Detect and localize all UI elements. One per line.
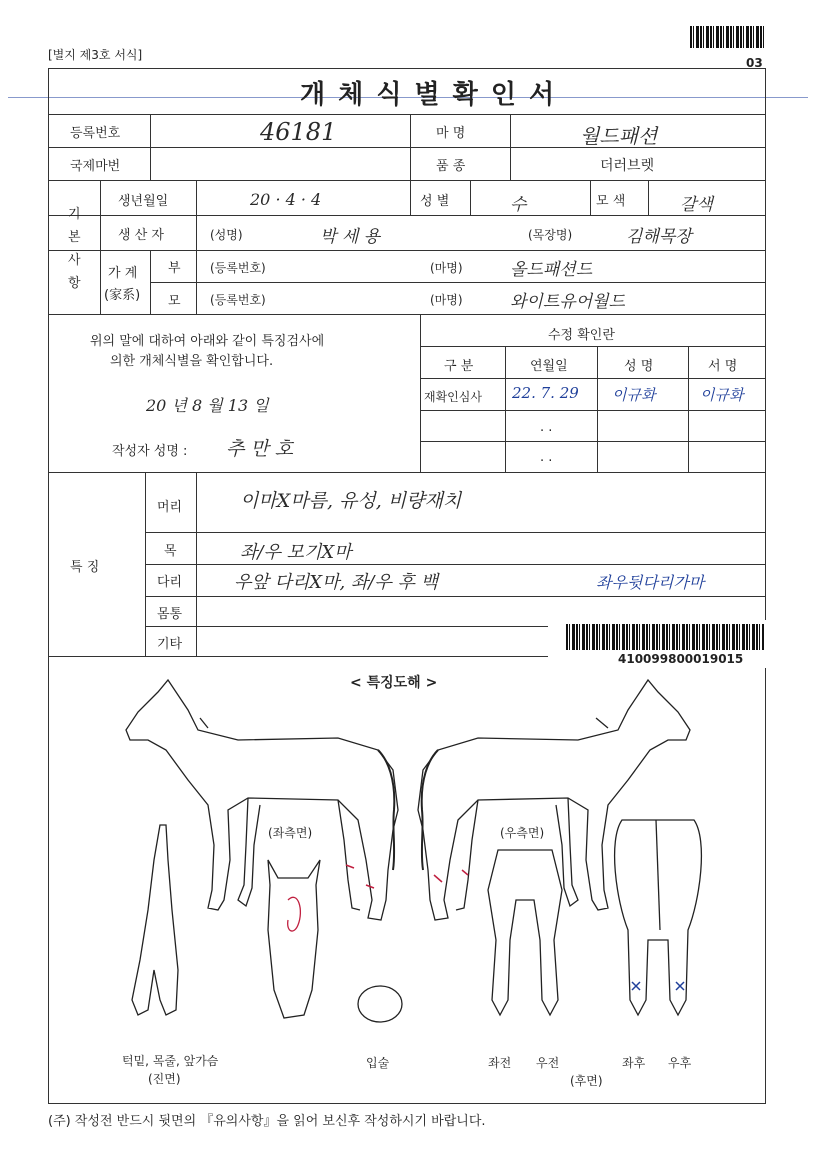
horse-diagram — [48, 670, 766, 1100]
barcode-number: 410099800019015 — [618, 652, 744, 666]
rule — [505, 346, 506, 472]
lips-caption: 입술 — [366, 1056, 390, 1070]
basic-side-1: 기 — [68, 207, 81, 222]
rule — [48, 180, 766, 181]
reg-no-label: 등록번호 — [70, 126, 121, 141]
sire-reg-label: (등록번호) — [210, 261, 266, 275]
rule — [48, 472, 766, 473]
revision-row2-dots: . . — [540, 420, 553, 435]
rule — [410, 180, 411, 215]
rule — [420, 314, 421, 472]
right-side-horse — [418, 680, 690, 920]
sex-value: 수 — [510, 195, 527, 215]
sire-name-value: 올드패션드 — [510, 260, 593, 280]
left-side-horse — [126, 680, 398, 920]
ranch-label: (목장명) — [528, 228, 573, 242]
revision-header-date: 연월일 — [530, 359, 568, 374]
writer-label: 작성자 성명 : — [112, 444, 188, 459]
rear-view-horse — [615, 820, 702, 1015]
revision-header-type: 구 분 — [444, 359, 474, 374]
diagram-title: < 특징도해 > — [350, 675, 438, 691]
rear-right-caption: 우후 — [668, 1056, 692, 1070]
page-number: 03 — [746, 56, 763, 70]
right-side-caption: (우측면) — [500, 826, 545, 840]
neck-label: 목 — [164, 544, 177, 559]
rule — [150, 250, 151, 314]
writer-value: 추 만 호 — [226, 438, 294, 460]
horse-name-value: 월드패션 — [580, 124, 658, 148]
sire-name-label: (마명) — [430, 261, 463, 275]
rule — [48, 250, 766, 251]
rule — [420, 410, 766, 411]
rule — [420, 346, 766, 347]
body-label: 몸통 — [157, 607, 183, 622]
footer-note: (주) 작성전 반드시 뒷면의 『유의사항』을 읽어 보신후 작성하시기 바랍니다. — [48, 1114, 486, 1129]
head-front-view — [268, 860, 320, 1018]
rule — [48, 314, 766, 315]
horse-name-label: 마 명 — [436, 126, 466, 141]
reg-no-value: 46181 — [260, 118, 337, 146]
rule — [648, 180, 649, 215]
front-legs-view — [488, 850, 562, 1015]
rule — [100, 180, 101, 314]
birth-label: 생년월일 — [118, 194, 169, 209]
rule — [145, 532, 766, 533]
coat-label: 모 색 — [596, 194, 626, 209]
head-label: 머리 — [157, 500, 183, 515]
rule — [688, 346, 689, 472]
dam-name-label: (마명) — [430, 293, 463, 307]
breeder-label: 생 산 자 — [118, 228, 164, 243]
front-caption-1: 턱밑, 목줄, 앞가슴 — [122, 1054, 219, 1068]
coat-value: 갈색 — [680, 195, 713, 215]
rear-caption: (후면) — [570, 1074, 603, 1088]
pedigree-label: 가 계 — [108, 266, 138, 281]
rule — [597, 346, 598, 472]
form-label: [별지 제3호 서식] — [48, 48, 143, 62]
revision-header-name: 성 명 — [624, 359, 654, 374]
sex-label: 성 별 — [420, 194, 450, 209]
basic-side-2: 본 — [68, 230, 81, 245]
lips-view — [358, 986, 402, 1022]
rule — [145, 596, 766, 597]
rule — [150, 114, 151, 180]
rule — [410, 114, 411, 180]
dam-name-value: 와이트유어월드 — [510, 292, 625, 312]
rear-left-caption: 좌후 — [622, 1056, 646, 1070]
breed-value: 더러브렛 — [600, 158, 655, 174]
rule — [48, 215, 766, 216]
front-right-caption: 우전 — [536, 1056, 560, 1070]
rule — [48, 147, 766, 148]
rule — [510, 114, 511, 180]
legs-value: 우앞 다리X마, 좌/우 후 백 — [234, 572, 438, 593]
birth-value: 20 · 4 · 4 — [250, 190, 322, 209]
neck-value: 좌/우 모기X마 — [240, 542, 352, 563]
rule — [470, 180, 471, 215]
rule — [590, 180, 591, 215]
intl-no-label: 국제마번 — [70, 159, 121, 174]
revision-row1-sign: 이규화 — [700, 386, 744, 404]
confirm-date: 20 년 8 월 13 일 — [146, 396, 269, 415]
revision-title: 수정 확인란 — [548, 328, 615, 343]
rule — [196, 180, 197, 314]
other-label: 기타 — [157, 637, 183, 652]
rule — [420, 378, 766, 379]
dam-label: 모 — [168, 294, 181, 309]
breed-label: 품 종 — [436, 159, 466, 174]
basic-side-3: 사 — [68, 253, 81, 268]
dam-reg-label: (등록번호) — [210, 293, 266, 307]
left-side-caption: (좌측면) — [268, 826, 313, 840]
legs-value-blue: 좌우뒷다리가마 — [596, 573, 705, 592]
basic-side-4: 항 — [68, 276, 81, 291]
rule — [150, 282, 766, 283]
revision-header-sign: 서 명 — [708, 359, 738, 374]
ranch-value: 김해목장 — [626, 227, 692, 247]
features-barcode — [566, 624, 764, 650]
pedigree-hanja: (家系) — [104, 288, 141, 303]
rule — [145, 564, 766, 565]
breeder-name-value: 박 세 용 — [320, 227, 381, 247]
legs-label: 다리 — [157, 575, 183, 590]
revision-row1-label: 재확인심사 — [424, 390, 482, 404]
revision-row1-date: 22. 7. 29 — [512, 384, 579, 402]
breeder-name-label: (성명) — [210, 228, 243, 242]
rule — [420, 441, 766, 442]
sire-label: 부 — [168, 261, 181, 276]
features-label: 특 징 — [70, 560, 100, 575]
revision-row1-name: 이규화 — [612, 386, 656, 404]
header-barcode — [690, 26, 766, 48]
front-caption-2: (진면) — [148, 1072, 181, 1086]
head-value: 이마X마름, 유성, 비량재치 — [240, 490, 462, 512]
revision-row3-dots: . . — [540, 450, 553, 465]
front-left-caption: 좌전 — [488, 1056, 512, 1070]
confirm-line-2: 의한 개체식별을 확인합니다. — [110, 354, 274, 369]
page-title: 개 체 식 별 확 인 서 — [300, 80, 557, 110]
rule — [48, 114, 766, 115]
front-view-horse — [132, 825, 178, 1015]
confirm-line-1: 위의 말에 대하여 아래와 같이 특징검사에 — [90, 334, 325, 349]
